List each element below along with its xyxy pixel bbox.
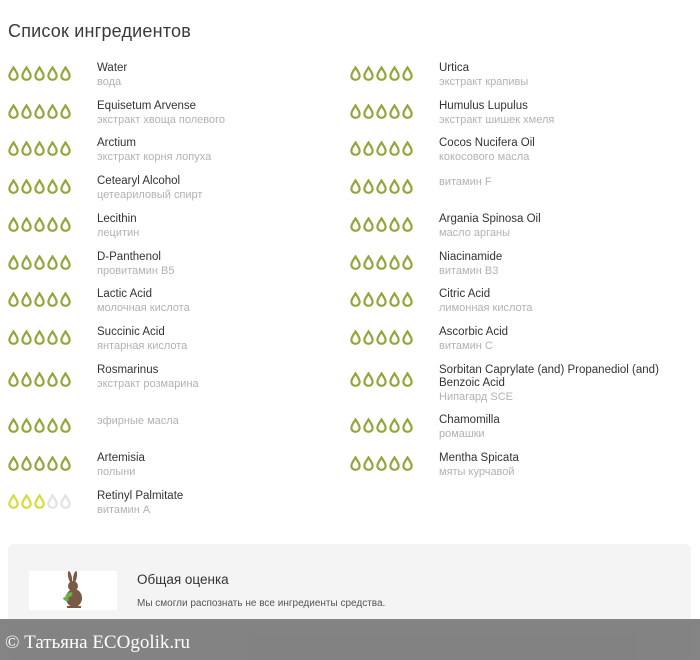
drop-filled-icon (8, 418, 19, 433)
ingredient-rating (8, 330, 71, 345)
drop-filled-icon (376, 141, 387, 156)
ingredient-translation: масло арганы (439, 227, 511, 239)
drop-filled-icon (60, 141, 71, 156)
ingredient-translation: экстракт розмарина (97, 378, 199, 390)
drop-filled-icon (60, 217, 71, 232)
ingredient-rating (8, 179, 71, 194)
ingredient-name: Artemisia (97, 452, 145, 464)
ingredient-name: Equisetum Arvense (97, 100, 197, 112)
ingredient-translation: полыни (97, 466, 136, 478)
drop-empty-icon (60, 494, 71, 509)
drop-filled-icon (21, 217, 32, 232)
drop-filled-icon (34, 372, 45, 387)
drop-filled-icon (389, 330, 400, 345)
rabbit-logo-box (29, 571, 117, 610)
ingredient-translation: молочная кислота (97, 302, 190, 314)
ingredient-text (97, 490, 347, 517)
ingredient-text (439, 213, 689, 240)
drop-filled-icon (389, 456, 400, 471)
page-title: Список ингредиентов (8, 21, 192, 41)
drop-filled-icon (350, 418, 361, 433)
drop-filled-icon (402, 217, 413, 232)
drop-filled-icon (350, 217, 361, 232)
ingredient-text (97, 175, 347, 202)
ingredient-name: Rosmarinus (97, 364, 159, 376)
drop-filled-icon (8, 179, 19, 194)
drop-filled-icon (34, 104, 45, 119)
ingredient-translation: витамин А (97, 504, 151, 516)
ingredient-translation: вода (97, 76, 122, 88)
drop-filled-icon (402, 456, 413, 471)
ingredient-text (439, 364, 689, 404)
ingredient-rating (350, 372, 413, 387)
ingredient-text (97, 326, 347, 353)
drop-filled-icon (8, 217, 19, 232)
drop-filled-icon (21, 456, 32, 471)
drop-filled-icon (350, 179, 361, 194)
drop-filled-icon (21, 255, 32, 270)
drop-filled-icon (363, 456, 374, 471)
drop-filled-icon (402, 255, 413, 270)
drop-filled-icon (60, 330, 71, 345)
drop-filled-icon (21, 104, 32, 119)
drop-filled-icon (47, 141, 58, 156)
drop-filled-icon (47, 292, 58, 307)
drop-filled-icon (60, 292, 71, 307)
ingredient-text (97, 62, 347, 89)
ingredient-text (97, 452, 347, 479)
drop-filled-icon (47, 418, 58, 433)
drop-filled-icon (376, 104, 387, 119)
ingredient-name: Water (97, 62, 128, 74)
drop-filled-icon (34, 179, 45, 194)
ingredient-text (439, 137, 689, 164)
ingredient-text (439, 326, 689, 353)
drop-filled-icon (34, 66, 45, 81)
drop-filled-icon (47, 255, 58, 270)
drop-filled-icon (350, 104, 361, 119)
drop-filled-icon (47, 66, 58, 81)
ingredient-name: Cetearyl Alcohol (97, 175, 181, 187)
ingredient-translation: витамин B3 (439, 265, 499, 277)
drop-filled-icon (350, 292, 361, 307)
ingredient-text (97, 213, 347, 240)
drop-filled-icon (402, 292, 413, 307)
drop-filled-icon (47, 372, 58, 387)
drop-filled-icon (350, 141, 361, 156)
drop-filled-icon (389, 255, 400, 270)
ingredient-translation: витамин F (439, 176, 492, 188)
drop-filled-icon (363, 141, 374, 156)
drop-filled-icon (402, 104, 413, 119)
drop-filled-icon (376, 255, 387, 270)
drop-filled-icon (21, 494, 32, 509)
drop-filled-icon (21, 418, 32, 433)
ingredient-translation: янтарная кислота (97, 340, 188, 352)
drop-filled-icon (60, 66, 71, 81)
ingredient-text (97, 251, 347, 278)
ingredient-text (439, 452, 689, 479)
ingredient-translation: экстракт корня лопуха (97, 151, 212, 163)
summary-text: Мы смогли распознать не все ингредиенты средства. (137, 598, 386, 609)
ingredient-name: Chamomilla (439, 414, 500, 426)
drop-filled-icon (363, 104, 374, 119)
drop-filled-icon (389, 217, 400, 232)
ingredient-name: Lecithin (97, 213, 137, 225)
drop-filled-icon (8, 141, 19, 156)
drop-filled-icon (34, 141, 45, 156)
drop-filled-icon (8, 372, 19, 387)
drop-filled-icon (376, 217, 387, 232)
drop-filled-icon (363, 418, 374, 433)
drop-filled-icon (376, 292, 387, 307)
drop-filled-icon (402, 330, 413, 345)
ingredient-rating (350, 330, 413, 345)
drop-filled-icon (34, 255, 45, 270)
drop-filled-icon (350, 330, 361, 345)
ingredient-translation: витамин С (439, 340, 493, 352)
drop-filled-icon (389, 179, 400, 194)
drop-filled-icon (21, 330, 32, 345)
ingredient-rating (8, 456, 71, 471)
drop-filled-icon (60, 456, 71, 471)
drop-filled-icon (60, 179, 71, 194)
ingredient-rating (350, 104, 413, 119)
drop-filled-icon (47, 456, 58, 471)
ingredient-translation: цетеариловый спирт (97, 189, 203, 201)
drop-filled-icon (8, 66, 19, 81)
ingredient-name: Ascorbic Acid (439, 326, 509, 338)
drop-filled-icon (60, 104, 71, 119)
drop-filled-icon (376, 179, 387, 194)
ingredient-rating (350, 217, 413, 232)
summary-title: Общая оценка (137, 572, 229, 587)
ingredient-text (97, 364, 347, 391)
ingredient-name: Argania Spinosa Oil (439, 213, 541, 225)
ingredient-name: Cocos Nucifera Oil (439, 137, 535, 149)
drop-filled-icon (389, 104, 400, 119)
drop-filled-icon (47, 104, 58, 119)
drop-filled-icon (34, 217, 45, 232)
ingredient-name: Lactic Acid (97, 288, 152, 300)
ingredient-rating (8, 66, 71, 81)
ingredient-text (97, 414, 347, 428)
drop-filled-icon (376, 330, 387, 345)
ingredient-rating (8, 494, 71, 509)
ingredient-rating (8, 418, 71, 433)
ingredient-text (439, 175, 689, 189)
ingredient-translation: мяты курчавой (439, 466, 515, 478)
ingredient-name: Retinyl Palmitate (97, 490, 184, 502)
drop-filled-icon (402, 418, 413, 433)
drop-filled-icon (376, 372, 387, 387)
ingredient-translation: ромашки (439, 428, 485, 440)
ingredient-translation: Нипагард SCE (439, 391, 514, 403)
ingredient-rating (8, 292, 71, 307)
drop-filled-icon (376, 418, 387, 433)
ingredient-translation: эфирные масла (97, 415, 179, 427)
drop-filled-icon (47, 330, 58, 345)
drop-filled-icon (363, 179, 374, 194)
drop-filled-icon (21, 141, 32, 156)
ingredient-rating (350, 66, 413, 81)
drop-filled-icon (8, 104, 19, 119)
ingredient-name: Humulus Lupulus (439, 100, 528, 112)
drop-filled-icon (363, 330, 374, 345)
ingredient-translation: экстракт хвоща полевого (97, 114, 226, 126)
drop-filled-icon (363, 66, 374, 81)
drop-filled-icon (8, 330, 19, 345)
drop-filled-icon (376, 456, 387, 471)
drop-filled-icon (8, 494, 19, 509)
ingredient-translation: провитамин B5 (97, 265, 175, 277)
ingredient-translation: лецитин (97, 227, 140, 239)
drop-filled-icon (47, 217, 58, 232)
ingredient-rating (8, 372, 71, 387)
ingredient-name: Niacinamide (439, 251, 503, 263)
drop-filled-icon (350, 372, 361, 387)
ingredient-rating (350, 418, 413, 433)
drop-filled-icon (402, 66, 413, 81)
ingredient-name: Mentha Spicata (439, 452, 519, 464)
ingredient-rating (8, 141, 71, 156)
drop-filled-icon (350, 255, 361, 270)
drop-filled-icon (350, 456, 361, 471)
drop-filled-icon (8, 255, 19, 270)
drop-filled-icon (34, 494, 45, 509)
drop-filled-icon (21, 66, 32, 81)
drop-filled-icon (21, 372, 32, 387)
ingredient-rating (8, 104, 71, 119)
ingredient-translation: кокосового масла (439, 151, 530, 163)
drop-filled-icon (376, 66, 387, 81)
ingredient-name: Succinic Acid (97, 326, 165, 338)
ingredient-rating (350, 292, 413, 307)
ingredient-translation: экстракт шишек хмеля (439, 114, 555, 126)
drop-empty-icon (47, 494, 58, 509)
drop-filled-icon (363, 255, 374, 270)
drop-filled-icon (363, 292, 374, 307)
ingredient-text (97, 100, 347, 127)
drop-filled-icon (389, 66, 400, 81)
ingredient-text (439, 62, 689, 89)
drop-filled-icon (47, 179, 58, 194)
drop-filled-icon (402, 372, 413, 387)
ingredient-name: Citric Acid (439, 288, 491, 300)
ingredient-name: Urtica (439, 62, 470, 74)
drop-filled-icon (363, 217, 374, 232)
ingredient-rating (350, 456, 413, 471)
drop-filled-icon (34, 456, 45, 471)
drop-filled-icon (21, 179, 32, 194)
copyright-watermark: © Татьяна ECOgolik.ru (0, 619, 700, 660)
drop-filled-icon (60, 255, 71, 270)
drop-filled-icon (34, 418, 45, 433)
drop-filled-icon (389, 372, 400, 387)
ingredient-rating (8, 255, 71, 270)
ingredient-translation: лимонная кислота (439, 302, 533, 314)
ingredient-rating (350, 255, 413, 270)
ingredient-text (439, 100, 689, 127)
ingredient-text (97, 288, 347, 315)
drop-filled-icon (8, 292, 19, 307)
ingredient-name: Sorbitan Caprylate (and) Propanediol (and) Benzoic Acid (439, 364, 659, 389)
ingredient-rating (8, 217, 71, 232)
ingredient-translation: экстракт крапивы (439, 76, 529, 88)
ingredient-text (439, 288, 689, 315)
drop-filled-icon (34, 292, 45, 307)
drop-filled-icon (34, 330, 45, 345)
drop-filled-icon (60, 418, 71, 433)
ingredient-text (439, 251, 689, 278)
ingredient-text (97, 137, 347, 164)
drop-filled-icon (8, 456, 19, 471)
ingredient-name: D-Panthenol (97, 251, 161, 263)
drop-filled-icon (389, 292, 400, 307)
drop-filled-icon (402, 179, 413, 194)
drop-filled-icon (402, 141, 413, 156)
ingredient-rating (350, 141, 413, 156)
drop-filled-icon (389, 141, 400, 156)
drop-filled-icon (389, 418, 400, 433)
drop-filled-icon (60, 372, 71, 387)
ingredient-text (439, 414, 689, 441)
rabbit-icon (29, 571, 117, 610)
ingredient-name: Arctium (97, 137, 136, 149)
drop-filled-icon (21, 292, 32, 307)
ingredient-rating (350, 179, 413, 194)
drop-filled-icon (350, 66, 361, 81)
drop-filled-icon (363, 372, 374, 387)
